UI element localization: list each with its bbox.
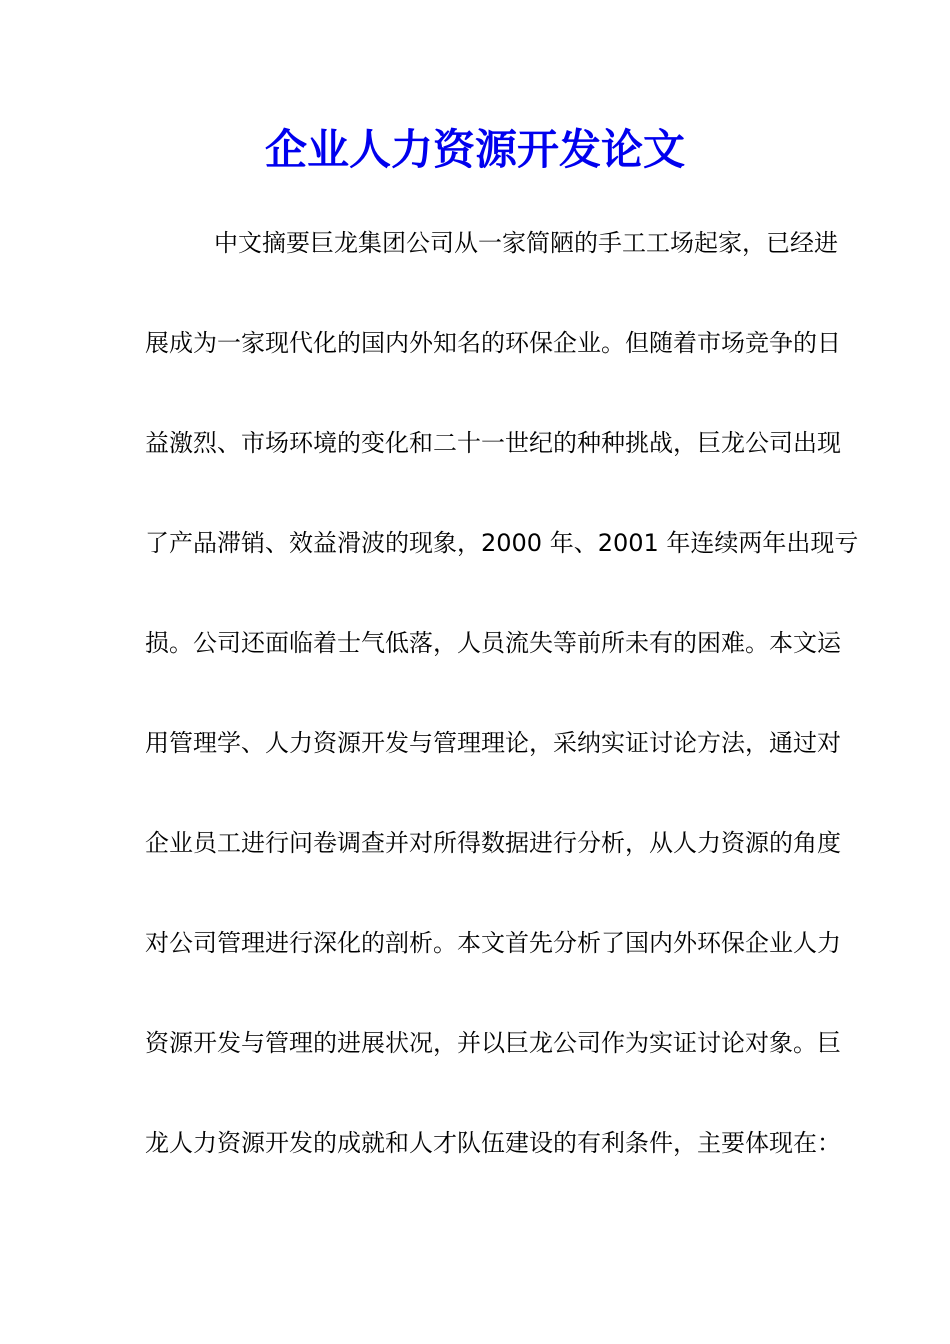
paragraph-line: 损。公司还面临着士气低落，人员流失等前所未有的困难。本文运: [145, 629, 841, 657]
paragraph-line: 了产品滞销、效益滑波的现象，2000 年、2001 年连续两年出现亏: [145, 529, 859, 557]
paragraph-line: 用管理学、人力资源开发与管理理论，采纳实证讨论方法，通过对: [145, 729, 841, 757]
paragraph-line: 企业员工进行问卷调查并对所得数据进行分析，从人力资源的角度: [145, 829, 841, 857]
paragraph-line: 中文摘要巨龙集团公司从一家简陋的手工工场起家，已经进: [214, 229, 838, 257]
paragraph-line: 龙人力资源开发的成就和人才队伍建设的有利条件，主要体现在：: [145, 1129, 841, 1157]
paragraph-line: 资源开发与管理的进展状况，并以巨龙公司作为实证讨论对象。巨: [145, 1029, 841, 1057]
document-title: 企业人力资源开发论文: [264, 125, 685, 174]
paragraph-line: 展成为一家现代化的国内外知名的环保企业。但随着市场竞争的日: [145, 329, 841, 357]
paragraph-line: 益激烈、市场环境的变化和二十一世纪的种种挑战，巨龙公司出现: [145, 429, 841, 457]
paragraph-line: 对公司管理进行深化的剖析。本文首先分析了国内外环保企业人力: [145, 929, 841, 957]
